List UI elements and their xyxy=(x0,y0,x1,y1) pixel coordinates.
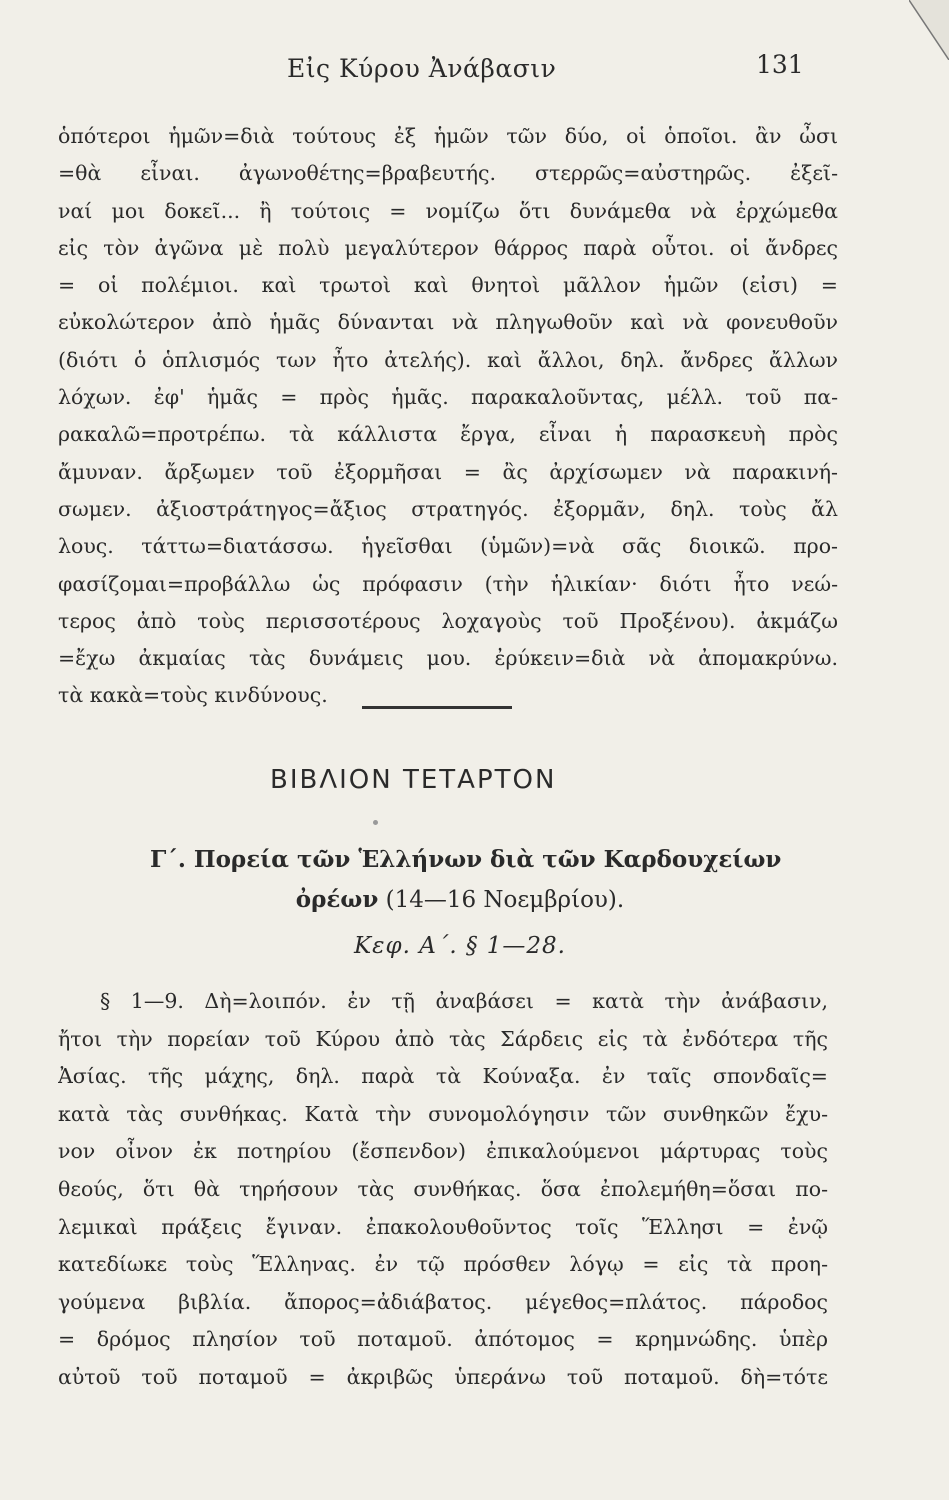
note-line: εἰς τὸν ἀγῶνα μὲ πολὺ μεγαλύτερον θάρρος παρὰ οὗτοι. οἱ ἄνδρες xyxy=(58,235,838,260)
chapter-title-cont: ὀρέων xyxy=(295,886,379,913)
section-divider xyxy=(362,706,512,709)
body-line: Ἀσίας. τῆς μάχης, δηλ. παρὰ τὰ Κούναξα. ἐν ταῖς σπονδαῖς= xyxy=(58,1064,828,1089)
body-line: γούμενα βιβλία. ἄπορος=ἀδιάβατος. μέγεθος=πλάτος. πάροδος xyxy=(58,1289,828,1314)
ornament-dot xyxy=(373,820,378,825)
body-line: αὐτοῦ τοῦ ποταμοῦ = ἀκριβῶς ὑπεράνω τοῦ ποταμοῦ. δὴ=τότε xyxy=(58,1364,828,1389)
body-line: νον οἶνον ἐκ ποτηρίου (ἔσπενδον) ἐπικαλούμενοι μάρτυρας τοὺς xyxy=(58,1139,828,1164)
note-line: τερος ἀπὸ τοὺς περισσοτέρους λοχαγοὺς τοῦ Προξένου). ἀκμάζω xyxy=(58,608,838,633)
note-line: =θὰ εἶναι. ἀγωνοθέτης=βραβευτής. στερρῶς=αὐστηρῶς. ἐξεῖ- xyxy=(58,161,838,186)
body-line: λεμικαὶ πράξεις ἔγιναν. ἐπακολουθοῦντος τοῖς Ἕλλησι = ἐνῷ xyxy=(58,1214,828,1239)
note-line: τὰ κακὰ=τοὺς κινδύνους. xyxy=(58,683,328,708)
running-title: Εἰς Κύρου Ἀνάβασιν xyxy=(287,54,557,83)
chapter-dates: (14—16 Νοεμβρίου). xyxy=(385,887,625,913)
body-line: ἤτοι τὴν πορείαν τοῦ Κύρου ἀπὸ τὰς Σάρδεις εἰς τὰ ἐνδότερα τῆς xyxy=(58,1026,828,1051)
body-line: § 1—9. Δὴ=λοιπόν. ἐν τῇ ἀναβάσει = κατὰ τὴν ἀνάβασιν, xyxy=(100,989,828,1013)
body-line: θεούς, ὅτι θὰ τηρήσουν τὰς συνθήκας. ὅσα ἐπολεμήθη=ὅσαι πο- xyxy=(58,1176,828,1201)
body-line: κατεδίωκε τοὺς Ἕλληνας. ἐν τῷ πρόσθεν λόγῳ = εἰς τὰ προη- xyxy=(58,1252,828,1277)
chapter-title: Γ΄. Πορεία τῶν Ἑλλήνων διὰ τῶν Καρδουχείων xyxy=(150,846,782,873)
chapter-heading xyxy=(150,840,782,966)
note-line: = οἱ πολέμιοι. καὶ τρωτοὶ καὶ θνητοὶ μᾶλλον ἡμῶν (εἰσι) = xyxy=(58,273,838,298)
running-head xyxy=(0,50,949,94)
note-line: ὁπότεροι ἡμῶν=διὰ τούτους ἐξ ἡμῶν τῶν δύο, οἱ ὁποῖοι. ἂν ὦσι xyxy=(58,124,838,148)
note-line: ρακαλῶ=προτρέπω. τὰ κάλλιστα ἔργα, εἶναι ἡ παρασκευὴ πρὸς xyxy=(58,422,838,447)
commentary-notes xyxy=(58,118,838,715)
note-line: ἄμυναν. ἄρξωμεν τοῦ ἐξορμῆσαι = ἂς ἀρχίσωμεν νὰ παρακινή- xyxy=(58,459,838,484)
note-line: λόχων. ἐφ' ἡμᾶς = πρὸς ἡμᾶς. παρακαλοῦντας, μέλλ. τοῦ πα- xyxy=(58,385,838,410)
note-line: σωμεν. ἀξιοστράτηγος=ἄξιος στρατηγός. ἐξορμᾶν, δηλ. τοὺς ἄλ xyxy=(58,496,838,521)
page-corner-fold xyxy=(909,0,949,60)
note-line: ναί μοι δοκεῖ... ἢ τούτοις = νομίζω ὅτι δυνάμεθα νὰ ἐρχώμεθα xyxy=(58,198,838,223)
note-line: εὐκολώτερον ἀπὸ ἡμᾶς δύνανται νὰ πληγωθοῦν καὶ νὰ φονευθοῦν xyxy=(58,310,838,335)
note-line: φασίζομαι=προβάλλω ὡς πρόφασιν (τὴν ἡλικίαν· διότι ἦτο νεώ- xyxy=(58,571,838,596)
note-line: (διότι ὁ ὁπλισμός των ἦτο ἀτελής). καὶ ἄλλοι, δηλ. ἄνδρες ἄλλων xyxy=(58,347,838,372)
note-line: =ἔχω ἀκμαίας τὰς δυνάμεις μου. ἐρύκειν=διὰ νὰ ἀπομακρύνω. xyxy=(58,646,838,671)
body-line: κατὰ τὰς συνθήκας. Κατὰ τὴν συνομολόγησιν τῶν συνθηκῶν ἔχυ- xyxy=(58,1101,828,1126)
note-line: λους. τάττω=διατάσσω. ἡγεῖσθαι (ὑμῶν)=νὰ σᾶς διοικῶ. προ- xyxy=(58,534,838,559)
chapter-subheading: Κεφ. Α΄. § 1—28. xyxy=(353,933,566,959)
page-number: 131 xyxy=(756,50,804,79)
commentary-body xyxy=(58,983,828,1397)
book-title: ΒΙΒΛΙΟΝ ΤΕΤΑΡΤΟΝ xyxy=(270,765,557,795)
body-line: = δρόμος πλησίον τοῦ ποταμοῦ. ἀπότομος = κρημνώδης. ὑπὲρ xyxy=(58,1327,828,1352)
